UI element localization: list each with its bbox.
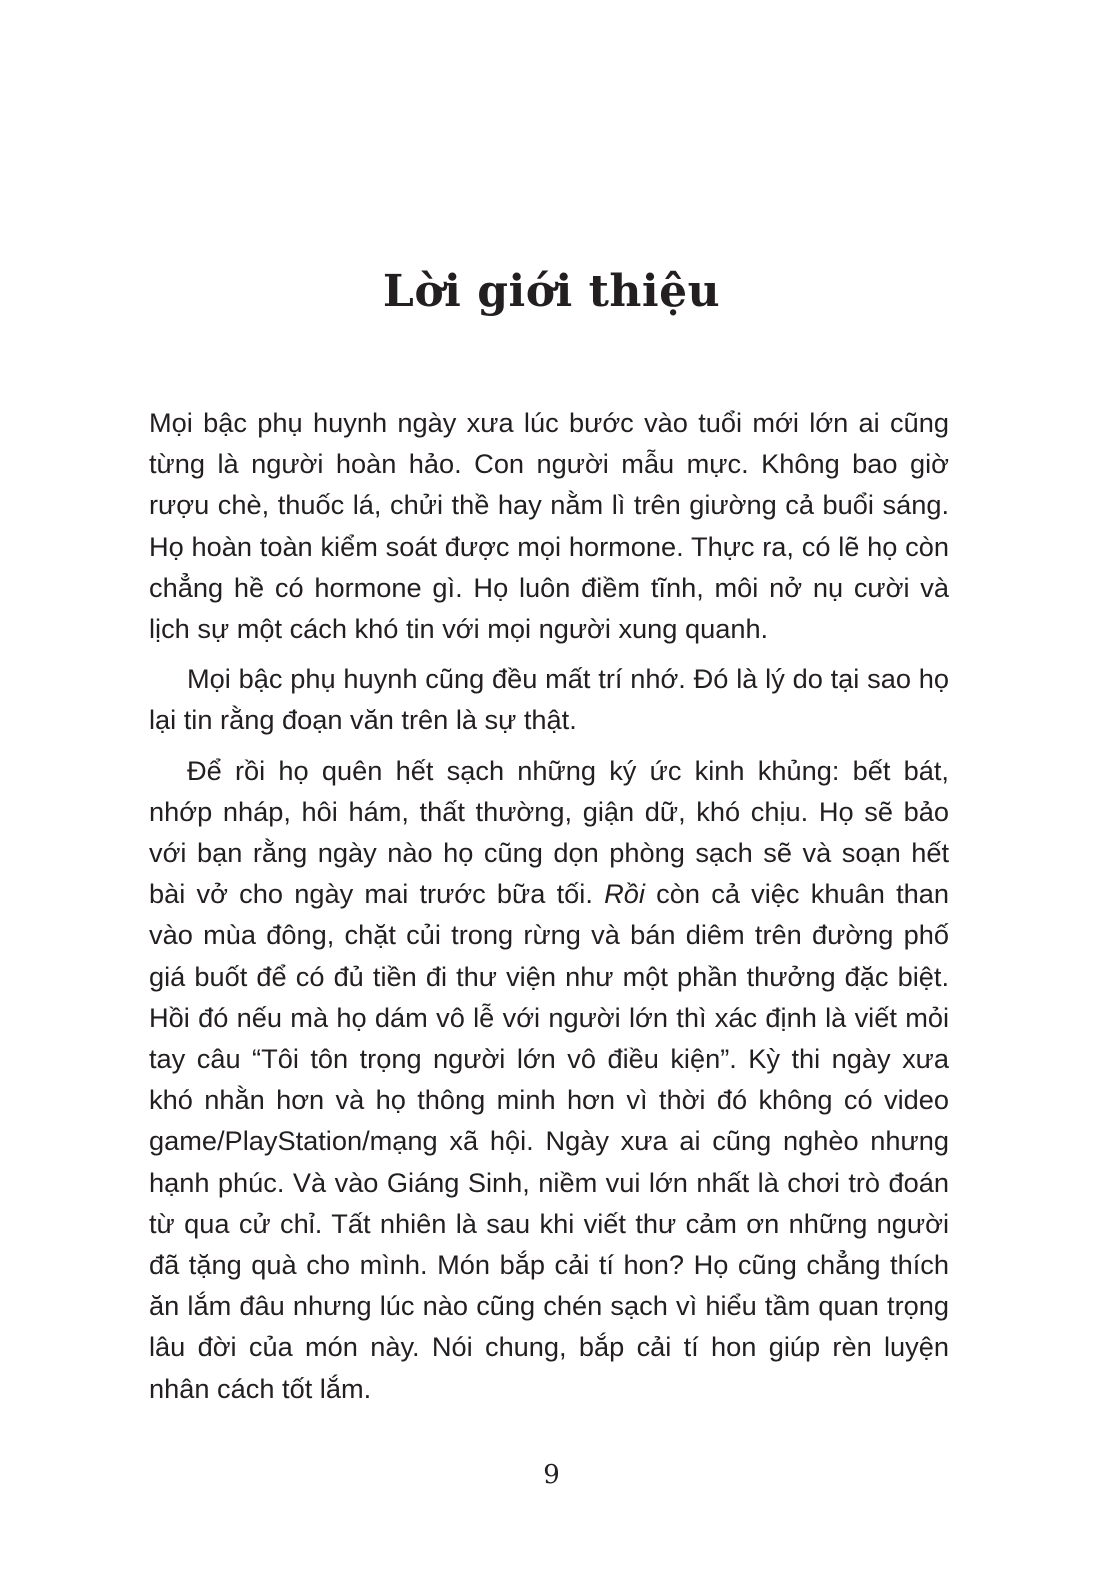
body-text [149,402,949,1418]
paragraph-3 [149,750,949,1409]
paragraph-3-part-1: Để rồi họ quên hết sạch những ký ức kinh khủng: bết bát, nhớp nháp, hôi hám, thất thường, giận dữ, khó chịu. Họ sẽ bảo với bạn rằng ngày nào họ cũng dọn phòng sạch sẽ và soạn hết bài vở cho ngày mai trước bữa tối. [149,754,949,910]
paragraph-1: Mọi bậc phụ huynh ngày xưa lúc bước vào tuổi mới lớn ai cũng từng là người hoàn hảo. Con người mẫu mực. Không bao giờ rượu chè, thuốc lá, chửi thề hay nằm lì trên giường cả buổi sáng. Họ hoàn toàn kiểm soát được mọi hormone. Thực ra, có lẽ họ còn chẳng hề có hormone gì. Họ luôn điềm tĩnh, môi nở nụ cười và lịch sự một cách khó tin với mọi người xung quanh. [149,407,949,645]
page-number: 9 [543,1460,560,1490]
italic-word: Rồi [604,878,645,910]
paragraph-2: Mọi bậc phụ huynh cũng đều mất trí nhớ. Đó là lý do tại sao họ lại tin rằng đoạn văn trên là sự thật. [149,663,949,736]
chapter-title: Lời giới thiệu [382,266,721,317]
paragraph-3-part-2: còn cả việc khuân than vào mùa đông, chặt củi trong rừng và bán diêm trên đường phố giá buốt để có đủ tiền đi thư viện như một phần thưởng đặc biệt. Hồi đó nếu mà họ dám vô lễ với người lớn thì xác định là viết mỏi tay câu “Tôi tôn trọng người lớn vô điều kiện”. Kỳ thi ngày xưa khó nhằn hơn và họ thông minh hơn vì thời đó không có video game/PlayStation/mạng xã hội. Ngày xưa ai cũng nghèo nhưng hạnh phúc. Và vào Giáng Sinh, niềm vui lớn nhất là chơi trò đoán từ qua cử chỉ. Tất nhiên là sau khi viết thư cảm ơn những người đã tặng quà cho mình. Món bắp cải tí hon? Họ cũng chẳng thích ăn lắm đâu nhưng lúc nào cũng chén sạch vì hiểu tầm quan trọng lâu đời của món này. Nói chung, bắp cải tí hon giúp rèn luyện nhân cách tốt lắm. [149,878,949,1404]
